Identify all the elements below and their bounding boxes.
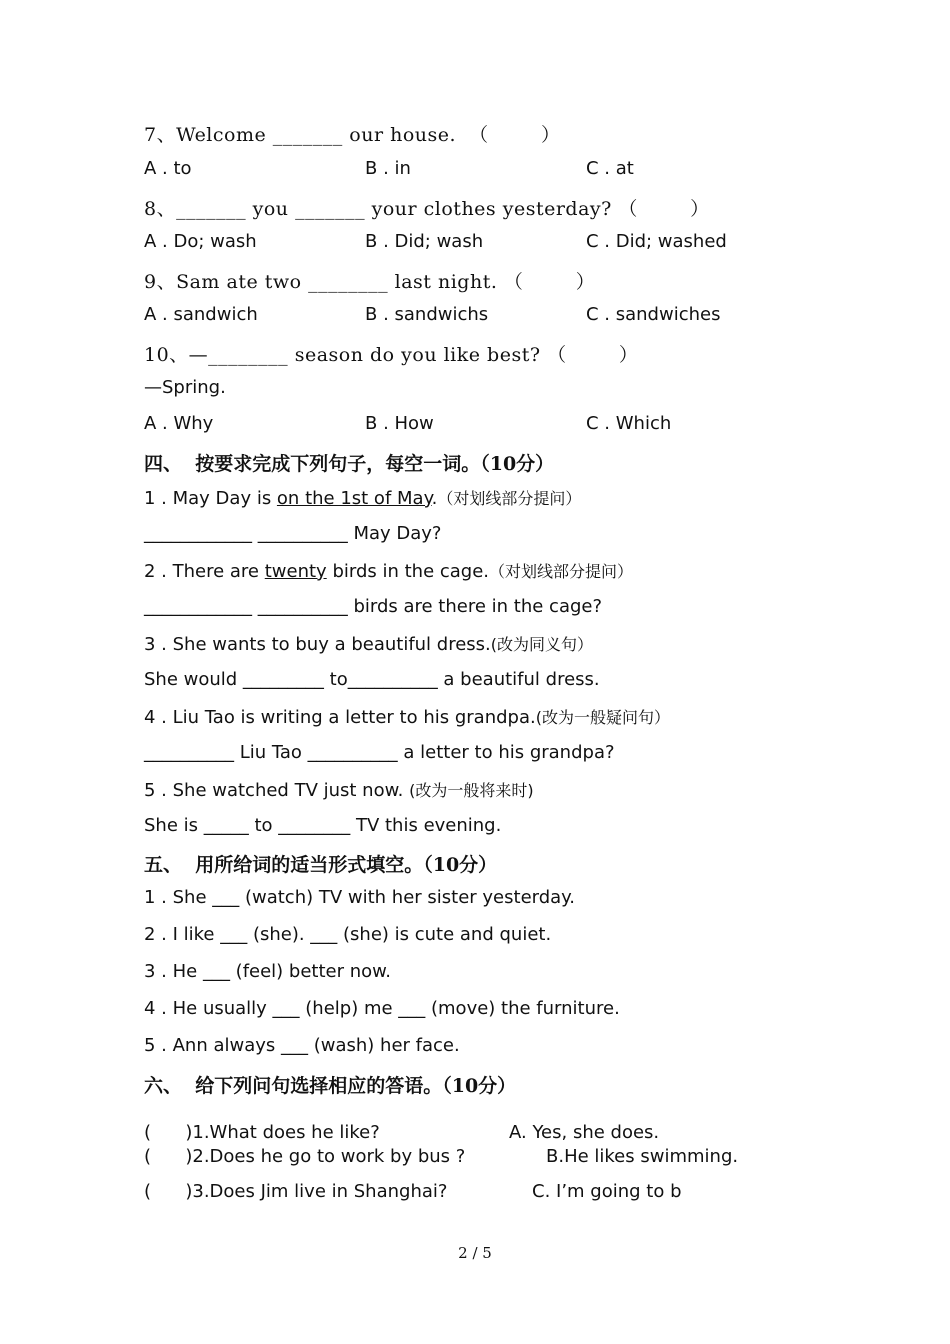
s4-answer-3: She would _________ to__________ a beautiful dress.	[144, 669, 600, 690]
q7-option-a: A . to	[144, 158, 192, 179]
s4-1-pre: 1 . May Day is	[144, 488, 277, 509]
s4-2-post: birds in the cage.	[326, 561, 490, 582]
q8-option-b: B . Did; wash	[365, 231, 484, 252]
s4-1-note: （对划线部分提问）	[437, 489, 582, 508]
s5-item-2: 2 . I like ___ (she). ___ (she) is cute and quiet.	[144, 924, 552, 945]
s6-answer-2: B.He likes swimming.	[546, 1146, 739, 1167]
q7-stem: 7、Welcome _______ our house. （ ）	[144, 124, 561, 146]
s4-sentence-2	[144, 559, 633, 582]
s5-item-5: 5 . Ann always ___ (wash) her face.	[144, 1035, 460, 1056]
q10-reply: —Spring.	[144, 377, 226, 398]
q10-stem: 10、—________ season do you like best? （ ）	[144, 344, 639, 366]
s5-item-1: 1 . She ___ (watch) TV with her sister yesterday.	[144, 887, 575, 908]
q10-option-b: B . How	[365, 413, 434, 434]
section5-heading: 五、 用所给词的适当形式填空。（10分）	[144, 854, 498, 876]
s4-2-underlined: twenty	[264, 561, 327, 582]
section4-heading: 四、 按要求完成下列句子，每空一词。（10分）	[144, 453, 555, 475]
s4-1-post: .	[431, 488, 438, 509]
q7-option-b: B . in	[365, 158, 411, 179]
s4-3-text: 3 . She wants to buy a beautiful dress.	[144, 634, 491, 655]
section6-heading: 六、 给下列问句选择相应的答语。（10分）	[144, 1075, 517, 1097]
s6-question-1: ( )1.What does he like?	[144, 1122, 380, 1143]
s4-1-underlined: on the 1st of May	[276, 488, 432, 509]
q8-option-a: A . Do; wash	[144, 231, 257, 252]
q10-option-a: A . Why	[144, 413, 214, 434]
s6-answer-1: A. Yes, she does.	[509, 1122, 660, 1143]
s4-answer-5: She is _____ to ________ TV this evening.	[144, 815, 502, 836]
s6-question-2: ( )2.Does he go to work by bus ?	[144, 1146, 466, 1167]
s4-3-note: (改为同义句）	[490, 635, 594, 654]
q8-stem: 8、_______ you _______ your clothes yesterday? （ ）	[144, 198, 710, 220]
s4-5-text: 5 . She watched TV just now.	[144, 780, 410, 801]
q9-option-a: A . sandwich	[144, 304, 258, 325]
s4-sentence-4	[144, 705, 670, 728]
s4-sentence-1	[144, 486, 581, 509]
s5-item-3: 3 . He ___ (feel) better now.	[144, 961, 391, 982]
q9-stem: 9、Sam ate two ________ last night. （ ）	[144, 271, 596, 293]
q8-option-c: C . Did; washed	[586, 231, 727, 252]
s4-2-note: （对划线部分提问）	[489, 562, 634, 581]
s4-answer-1: ____________ __________ May Day?	[144, 523, 442, 544]
s4-answer-2: ____________ __________ birds are there in the cage?	[144, 596, 603, 617]
s4-sentence-5	[144, 778, 534, 801]
s4-4-text: 4 . Liu Tao is writing a letter to his grandpa.	[144, 707, 536, 728]
page-number: 2 / 5	[458, 1244, 492, 1262]
s4-5-note: (改为一般将来时)	[409, 781, 534, 800]
s5-item-4: 4 . He usually ___ (help) me ___ (move) the furniture.	[144, 998, 620, 1019]
s4-answer-4: __________ Liu Tao __________ a letter to his grandpa?	[144, 742, 615, 763]
s4-4-note: (改为一般疑问句）	[535, 708, 670, 727]
s6-question-3: ( )3.Does Jim live in Shanghai?	[144, 1181, 448, 1202]
q10-option-c: C . Which	[586, 413, 672, 434]
q9-option-b: B . sandwichs	[365, 304, 489, 325]
q9-option-c: C . sandwiches	[586, 304, 721, 325]
s4-2-pre: 2 . There are	[144, 561, 265, 582]
s6-answer-3: C. I’m going to b	[532, 1181, 682, 1202]
s4-sentence-3	[144, 632, 593, 655]
q7-option-c: C . at	[586, 158, 634, 179]
